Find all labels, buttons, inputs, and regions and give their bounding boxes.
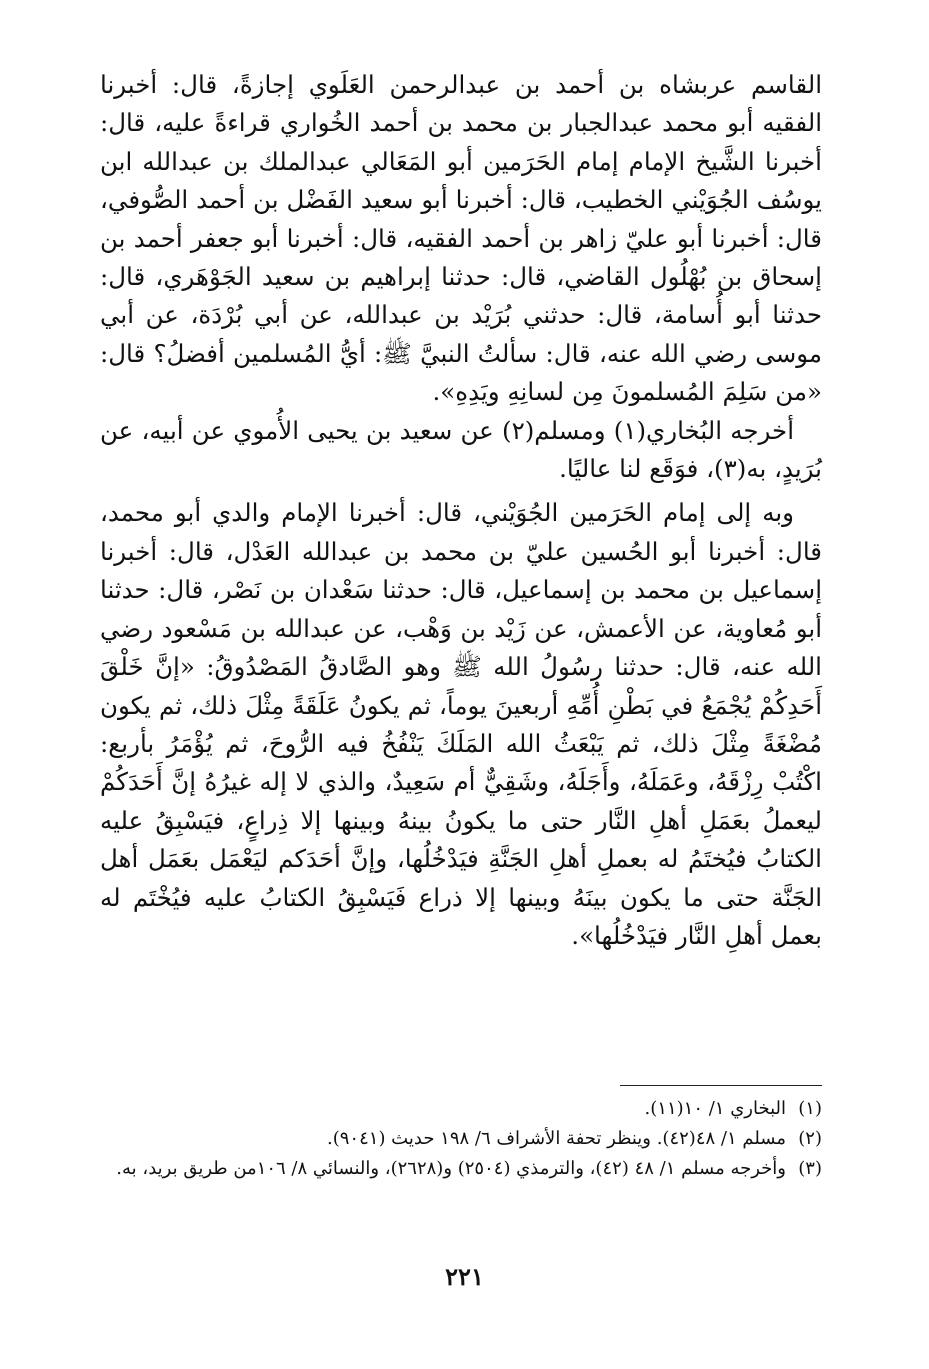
footnote-item [100, 1124, 822, 1154]
paragraph-takhrij: أخرجه البُخاري(١) ومسلم(٢) عن سعيد بن يحيى الأُموي عن أبيه، عن بُرَيدٍ، به(٣)، فوَقَع لنا عاليًا. [100, 415, 822, 484]
page-number: ٢٢١ [445, 1262, 484, 1291]
footnotes [100, 1094, 822, 1184]
footnote-text: البخاري ١/ ١٠(١١). [644, 1098, 786, 1119]
footnote-number: (١) [798, 1098, 822, 1119]
footnote-item [100, 1154, 822, 1184]
footnote-item [100, 1094, 822, 1124]
footnote-divider [620, 1085, 822, 1086]
paragraph-isnad-1: القاسم عربشاه بن أحمد بن عبدالرحمن العَلَوي إجازةً، قال: أخبرنا الفقيه أبو محمد عبدالجبار بن محمد بن أحمد الخُواري قراءةً عليه، قال: أخبرنا الشَّيخ الإمام إمام الحَرَمين أبو المَعَالي عبدالملك بن عبدالله ابن يوسُف الجُوَيْني الخطيب، قال: أخبرنا أبو سعيد الفَضْل بن أحمد الصُّوفي، قال: أخبرنا أبو عليّ زاهر بن أحمد الفقيه، قال: أخبرنا أبو جعفر أحمد بن إسحاق بن بُهْلُول القاضي، قال: حدثنا إبراهيم بن سعيد الجَوْهَري، قال: حدثنا أبو أُسامة، قال: حدثني بُرَيْد بن عبدالله، عن أبي بُرْدَة، عن أبي موسى رضي الله عنه، قال: سألتُ النبيَّ ﷺ: أيُّ المُسلمين أفضلُ؟ قال: «من سَلِمَ المُسلمونَ مِن لسانِهِ ويَدِهِ». [100, 70, 822, 407]
footnote-text: وأخرجه مسلم ١/ ٤٨ (٤٢)، والترمذي (٢٥٠٤) و(٢٦٢٨)، والنسائي ٨/ ١٠٦من طريق بريد، به. [116, 1158, 786, 1179]
footnote-number: (٢) [798, 1128, 822, 1149]
paragraph-isnad-2: وبه إلى إمام الحَرَمين الجُوَيْني، قال: أخبرنا الإمام والدي أبو محمد، قال: أخبرنا أبو الحُسين عليّ بن محمد بن عبدالله العَدْل، قال: أخبرنا إسماعيل بن محمد بن إسماعيل، قال: حدثنا سَعْدان بن نَصْر، قال: حدثنا أبو مُعاوية، عن الأعمش، عن زَيْد بن وَهْب، عن عبدالله بن مَسْعود رضي الله عنه، قال: حدثنا رسُولُ الله ﷺ وهو الصَّادقُ المَصْدُوقُ: «إنَّ خَلْقَ أَحَدِكُمْ يُجْمَعُ في بَطْنِ أُمِّهِ أربعينَ يوماً، ثم يكونُ عَلَقَةً مِثْلَ ذلك، ثم يكون مُضْغَةً مِثْلَ ذلك، ثم يَبْعَثُ الله المَلَكَ يَنْفُخُ فيه الرُّوحَ، ثم يُؤْمَرُ بأربع: اكْتُبْ رِزْقَهُ، وعَمَلَهُ، وأَجَلَهُ، وشَقِيٌّ أم سَعِيدٌ، والذي لا إله غيرُهُ إنَّ أَحَدَكُمْ ليعملُ بعَمَلِ أهلِ النَّار حتى ما يكونُ بينهُ وبينها إلا ذِراعٍ، فيَسْبِقُ عليه الكتابُ فيُختَمُ له بعملِ أهلِ الجَنَّةِ فيَدْخُلُها، وإنَّ أحَدَكم ليَعْمَل بعَمَل أهل الجَنَّة حتى ما يكون بينَهُ وبينها إلا ذراع فَيَسْبِقُ الكتابُ عليه فيُخْتَم له بعمل أهلِ النَّار فيَدْخُلُها». [100, 498, 823, 950]
footnote-number: (٣) [798, 1158, 822, 1179]
main-text [100, 66, 822, 955]
footnote-text: مسلم ١/ ٤٨(٤٢). وينظر تحفة الأشراف ٦/ ١٩٨ حديث (٩٠٤١). [327, 1128, 786, 1149]
